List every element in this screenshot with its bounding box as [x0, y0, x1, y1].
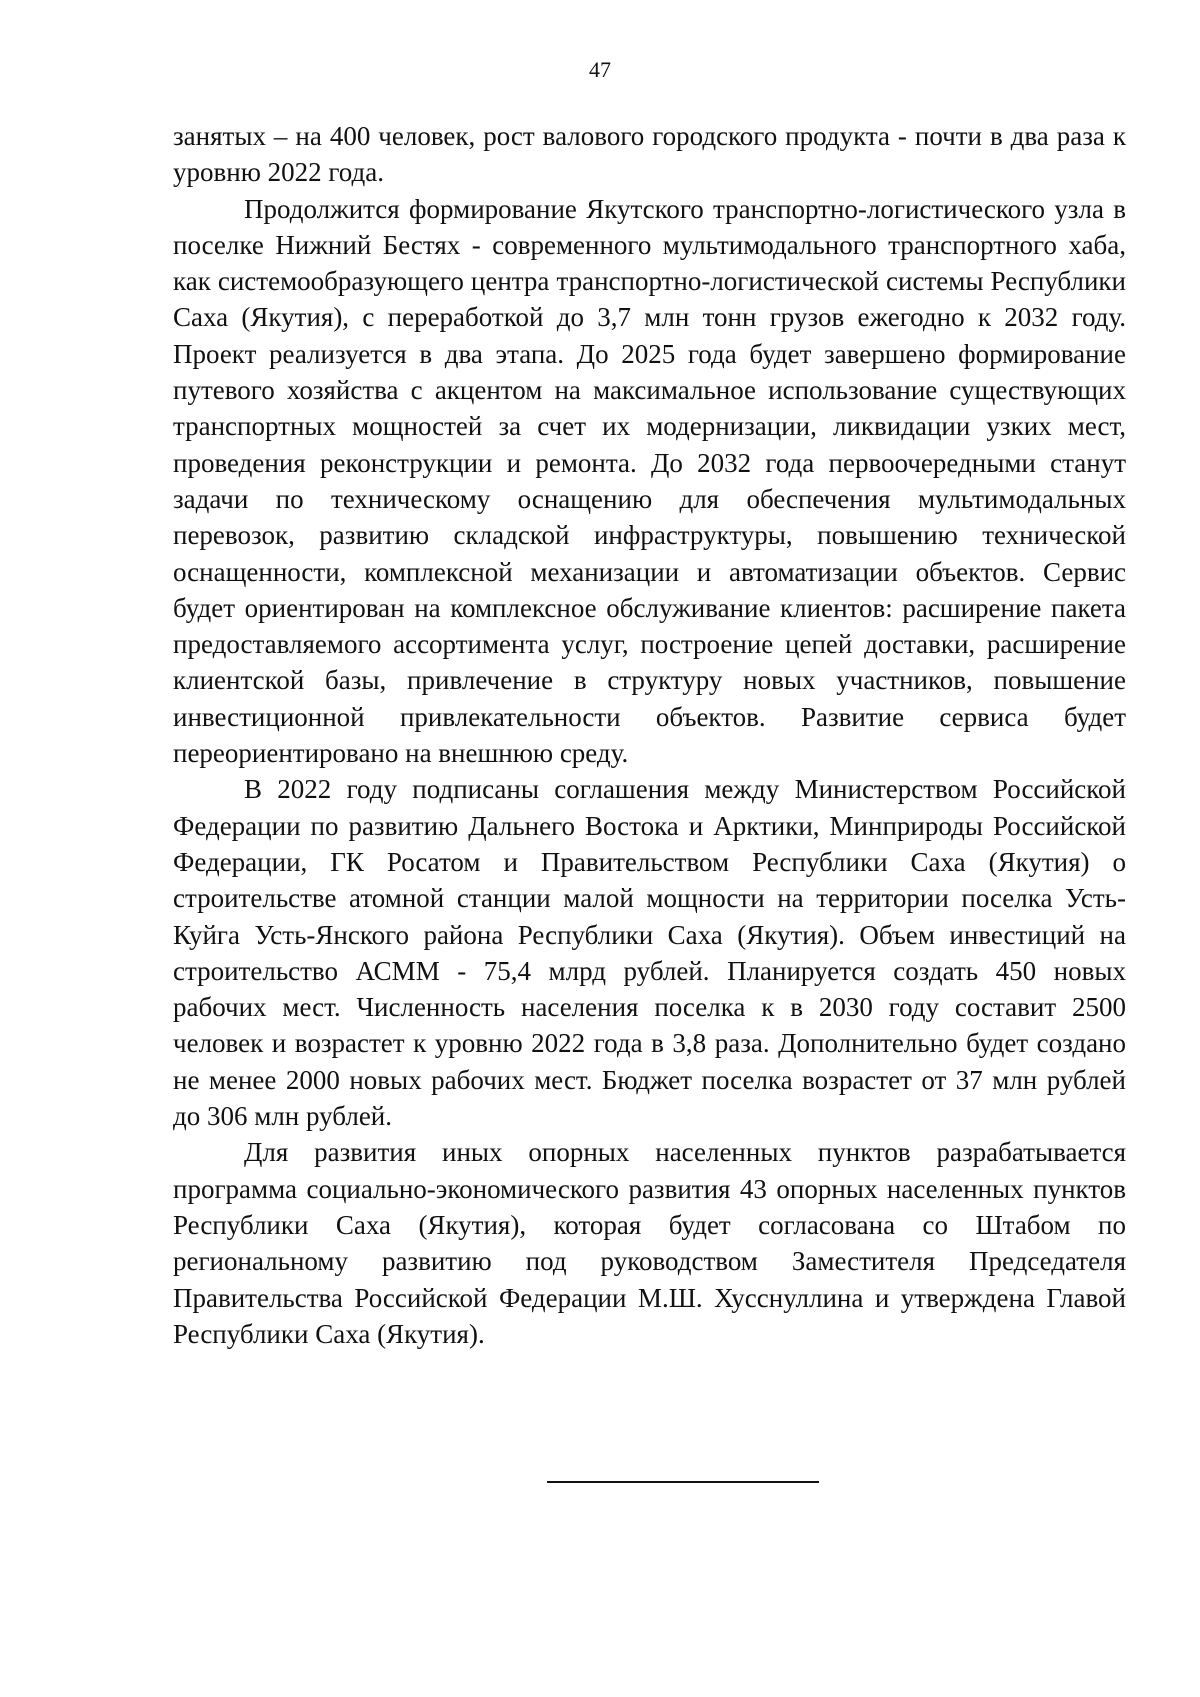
- document-body: [173, 118, 1126, 1352]
- page-number: 47: [589, 57, 611, 82]
- paragraph-transport-hub: Продолжится формирование Якутского транспортно-логистического узла в поселке Нижний Бестях - современного мультимодального транспортного хаба, как системообразующего центра транспортно-логистической системы Республики Саха (Якутия), с переработкой до 3,7 млн тонн грузов ежегодно к 2032 году. Проект реализуется в два этапа. До 2025 года будет завершено формирование путевого хозяйства с акцентом на максимальное использование существующих транспортных мощностей за счет их модернизации, ликвидации узких мест, проведения реконструкции и ремонта. До 2032 года первоочередными станут задачи по техническому оснащению для обеспечения мультимодальных перевозок, развитию складской инфраструктуры, повышению технической оснащенности, комплексной механизации и автоматизации объектов. Сервис будет ориентирован на комплексное обслуживание клиентов: расширение пакета предоставляемого ассортимента услуг, построение цепей доставки, расширение клиентской базы, привлечение в структуру новых участников, повышение инвестиционной привлекательности объектов. Развитие сервиса будет переориентировано на внешнюю среду.: [173, 193, 1126, 769]
- paragraph-nuclear-station: В 2022 году подписаны соглашения между Министерством Российской Федерации по развитию Дальнего Востока и Арктики, Минприроды Российской Федерации, ГК Росатом и Правительством Республики Саха (Якутия) о строительстве атомной станции малой мощности на территории поселка Усть-Куйга Усть-Янского района Республики Саха (Якутия). Объем инвестиций на строительство АСММ - 75,4 млрд рублей. Планируется создать 450 новых рабочих мест. Численность населения поселка к в 2030 году составит 2500 человек и возрастет к уровню 2022 года в 3,8 раза. Дополнительно будет создано не менее 2000 новых рабочих мест. Бюджет поселка возрастет от 37 млн рублей до 306 млн рублей.: [173, 774, 1126, 1132]
- paragraph-settlements-program: Для развития иных опорных населенных пунктов разрабатывается программа социально-экономического развития 43 опорных населенных пунктов Республики Саха (Якутия), которая будет согласована со Штабом по региональному развитию под руководством Заместителя Председателя Правительства Российской Федерации М.Ш. Хусснуллина и утверждена Главой Республики Саха (Якутия).: [173, 1137, 1126, 1349]
- paragraph-continuation: занятых – на 400 человек, рост валового городского продукта - почти в два раза к уровню 2022 года.: [173, 121, 1126, 188]
- end-separator-line: [547, 1481, 819, 1483]
